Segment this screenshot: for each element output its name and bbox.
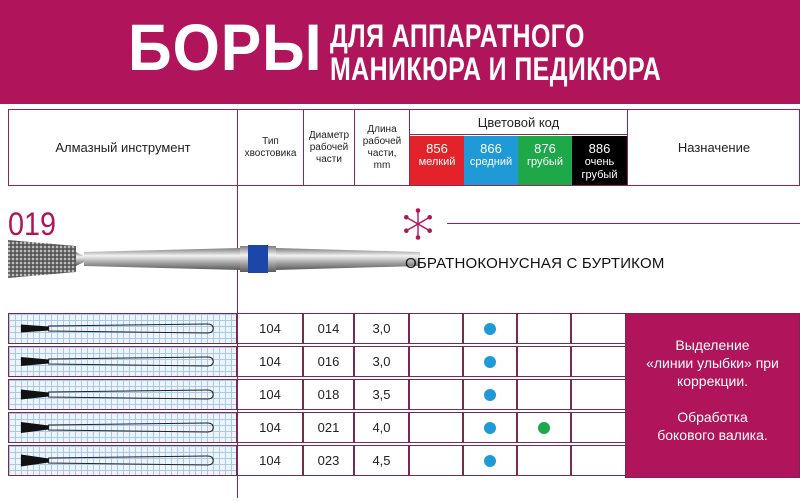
header-working-diameter: Диаметр рабочей части xyxy=(304,110,355,185)
grit-cell xyxy=(571,412,626,443)
grit-cell xyxy=(517,379,571,410)
banner-subtitle-line2: МАНИКЮРА И ПЕДИКЮРА xyxy=(330,51,662,87)
bur-drawing-cell xyxy=(8,313,237,344)
length-cell: 4,0 xyxy=(354,412,409,443)
application-line: Выделение xyxy=(675,337,750,353)
grit-cell xyxy=(571,313,626,344)
diameter-cell: 023 xyxy=(303,445,354,476)
header-color-code-title: Цветовой код xyxy=(410,110,627,135)
shank-type-cell: 104 xyxy=(237,445,303,476)
shank-type-cell: 104 xyxy=(237,412,303,443)
bur-drawing-cell xyxy=(8,412,237,443)
table-row xyxy=(8,379,626,410)
blue-grit-dot xyxy=(484,422,496,434)
shank-type-cell: 104 xyxy=(237,346,303,377)
application-line: «линии улыбки» при xyxy=(646,355,779,371)
blue-grit-dot xyxy=(484,356,496,368)
header-purpose: Назначение xyxy=(627,110,800,185)
diameter-cell: 018 xyxy=(303,379,354,410)
blue-grit-dot xyxy=(484,323,496,335)
grit-cell xyxy=(463,445,517,476)
grit-cell xyxy=(571,445,626,476)
length-cell: 4,5 xyxy=(354,445,409,476)
table-row xyxy=(8,445,626,476)
grit-cell xyxy=(409,313,463,344)
grit-cell xyxy=(463,346,517,377)
product-number: 019 xyxy=(8,206,57,242)
color-code-886: 886 очень грубый xyxy=(572,136,627,185)
grit-cell xyxy=(517,412,571,443)
grit-cell xyxy=(409,412,463,443)
length-cell: 3,0 xyxy=(354,346,409,377)
grit-cell xyxy=(517,313,571,344)
table-header xyxy=(8,109,800,186)
bur-outline-icon xyxy=(9,445,236,476)
color-code-876: 876 грубый xyxy=(518,136,572,185)
bur-drawing-cell xyxy=(8,346,237,377)
title-rule xyxy=(447,223,800,224)
banner-subtitle-line1: ДЛЯ АППАРАТНОГО xyxy=(330,18,585,54)
product-description: ОБРАТНОКОНУСНАЯ С БУРТИКОМ xyxy=(405,255,665,272)
grit-cell xyxy=(571,346,626,377)
green-grit-dot xyxy=(538,422,550,434)
grit-cell xyxy=(463,412,517,443)
application-line: бокового валика. xyxy=(657,427,768,443)
shank-type-cell: 104 xyxy=(237,313,303,344)
grit-cell xyxy=(463,379,517,410)
table-row xyxy=(8,313,626,344)
color-code-856: 856 мелкий xyxy=(410,136,464,185)
color-code-866: 866 средний xyxy=(464,136,518,185)
grit-cell xyxy=(571,379,626,410)
application-line: Обработка xyxy=(677,409,748,425)
length-cell: 3,0 xyxy=(354,313,409,344)
snowflake-icon xyxy=(401,207,435,241)
blue-grit-dot xyxy=(484,389,496,401)
bur-outline-icon xyxy=(9,379,236,410)
grit-cell xyxy=(409,379,463,410)
diameter-cell: 014 xyxy=(303,313,354,344)
diameter-cell: 021 xyxy=(303,412,354,443)
bur-outline-icon xyxy=(9,412,236,443)
blue-grit-dot xyxy=(484,455,496,467)
header-instrument: Алмазный инструмент xyxy=(9,110,238,185)
shank-type-cell: 104 xyxy=(237,379,303,410)
header-working-length: Длина рабочей части, mm xyxy=(355,110,410,185)
table-row xyxy=(8,346,626,377)
length-cell: 3,5 xyxy=(354,379,409,410)
bur-drawing-cell xyxy=(8,379,237,410)
grit-cell xyxy=(409,445,463,476)
grit-cell xyxy=(409,346,463,377)
application-box xyxy=(625,313,800,478)
bur-drawing-cell xyxy=(8,445,237,476)
bur-outline-icon xyxy=(9,346,236,377)
title-banner xyxy=(0,0,800,104)
grit-cell xyxy=(517,346,571,377)
grit-cell xyxy=(517,445,571,476)
bur-outline-icon xyxy=(9,313,236,344)
table-row xyxy=(8,412,626,443)
header-shank-type: Тип хвостовика xyxy=(238,110,304,185)
grit-cell xyxy=(463,313,517,344)
diamond-bur-image xyxy=(0,230,420,290)
banner-title: БОРЫ xyxy=(128,10,323,84)
diameter-cell: 016 xyxy=(303,346,354,377)
application-line: коррекции. xyxy=(676,373,749,389)
